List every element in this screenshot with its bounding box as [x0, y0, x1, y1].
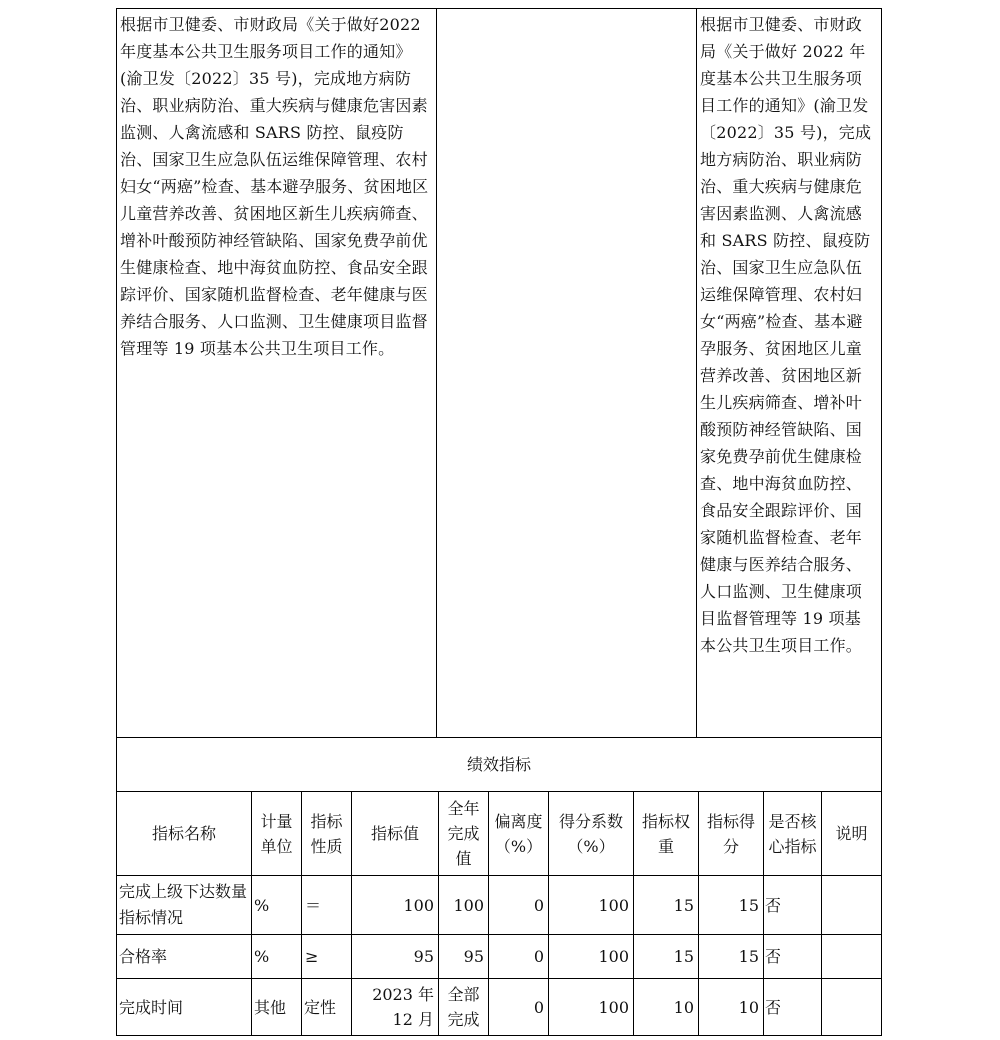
header-note: 说明 — [835, 824, 868, 843]
row3-core: 否 — [765, 997, 782, 1017]
row2-weight: 15 — [673, 947, 694, 966]
row1-value: 100 — [403, 895, 434, 915]
row3-annual: 全部 完成 — [447, 985, 480, 1029]
row2-unit: % — [254, 947, 270, 966]
row1-weight: 15 — [673, 895, 694, 915]
border-right — [881, 8, 882, 1036]
row3-value: 2023 年 12 月 — [372, 985, 434, 1029]
row2-name: 合格率 — [119, 947, 168, 966]
row1-score: 15 — [738, 895, 759, 915]
row2-coefficient: 100 — [598, 947, 629, 966]
row1-note — [824, 876, 879, 934]
header-score: 指标得 分 — [706, 811, 755, 856]
border-top — [116, 8, 882, 9]
row2-deviation: 0 — [533, 947, 544, 966]
row1-nature: ＝ — [305, 895, 322, 915]
upper-divider-1 — [436, 8, 437, 738]
header-unit: 计量 单位 — [260, 811, 293, 856]
header-annual-value-box: 全年 完成 值 — [447, 799, 480, 868]
upper-right-text: 根据市卫健委、市财政局《关于做好 2022 年度基本公共卫生服务项目工作的通知》(渝卫发〔2022〕35 号)，完成地方病防治、职业病防治、重大疾病与健康危害因素监测、人禽流感和 SARS 防控、鼠疫防治、国家卫生应急队伍运维保障管理、农村妇女“两癌”检查、基本避孕服务、贫困地区儿童营养改善、贫困地区新生儿疾病筛查、增补叶酸预防神经管缺陷、国家免费孕前优生健康检查、地中海贫血防控、食品安全跟踪评价、国家随机监督检查、老年健康与医养结合服务、人口监测、卫生健康项目监督管理等 19 项基本公共卫生项目工作。 — [700, 15, 872, 655]
header-weight: 指标权 重 — [641, 811, 690, 856]
header-score-coefficient: 得分系数 （%） — [558, 811, 623, 856]
row3-note — [824, 979, 879, 1035]
row3-weight: 10 — [673, 997, 694, 1017]
row1-coefficient: 100 — [598, 895, 629, 915]
row2-annual: 95 — [463, 947, 484, 966]
upper-divider-2 — [696, 8, 697, 738]
row1-deviation: 0 — [533, 895, 544, 915]
row2-core: 否 — [765, 947, 782, 966]
header-deviation: 偏离度 （%） — [494, 811, 543, 856]
upper-left-text: 根据市卫健委、市财政局《关于做好2022 年度基本公共卫生服务项目工作的通知》(渝卫发〔2022〕35 号)，完成地方病防治、职业病防治、重大疾病与健康危害因素监测、人禽流感和 SARS 防控、鼠疫防治、国家卫生应急队伍运维保障管理、农村妇女“两癌”检查、基本避孕服务、贫困地区儿童营养改善、贫困地区新生儿疾病筛查、增补叶酸预防神经管缺陷、国家免费孕前优生健康检查、地中海贫血防控、食品安全跟踪评价、国家随机监督检查、老年健康与医养结合服务、人口监测、卫生健康项目监督管理等 19 项基本公共卫生项目工作。 — [120, 15, 429, 358]
row1-core: 否 — [765, 895, 782, 915]
row2-note — [824, 935, 879, 978]
row1-unit: % — [254, 895, 270, 915]
row1-name: 完成上级下达数量指标情况 — [119, 882, 248, 927]
performance-table — [116, 8, 882, 1036]
row1-annual: 100 — [453, 895, 484, 915]
header-core-indicator: 是否核 心指标 — [768, 811, 817, 856]
row3-deviation: 0 — [533, 997, 544, 1017]
header-target-value: 指标值 — [370, 824, 419, 843]
section-title: 绩效指标 — [466, 755, 531, 774]
border-left — [116, 8, 117, 1036]
header-indicator-name: 指标名称 — [151, 824, 216, 843]
row3-score: 10 — [738, 997, 759, 1017]
row3-name: 完成时间 — [119, 997, 184, 1017]
row2-nature: ≥ — [305, 947, 319, 966]
row3-coefficient: 100 — [598, 997, 629, 1017]
row3-nature: 定性 — [304, 997, 337, 1017]
row2-score: 15 — [738, 947, 759, 966]
row3-unit: 其他 — [254, 997, 287, 1017]
row2-value: 95 — [413, 947, 434, 966]
header-nature: 指标 性质 — [310, 811, 343, 856]
border-bottom — [116, 1035, 882, 1036]
